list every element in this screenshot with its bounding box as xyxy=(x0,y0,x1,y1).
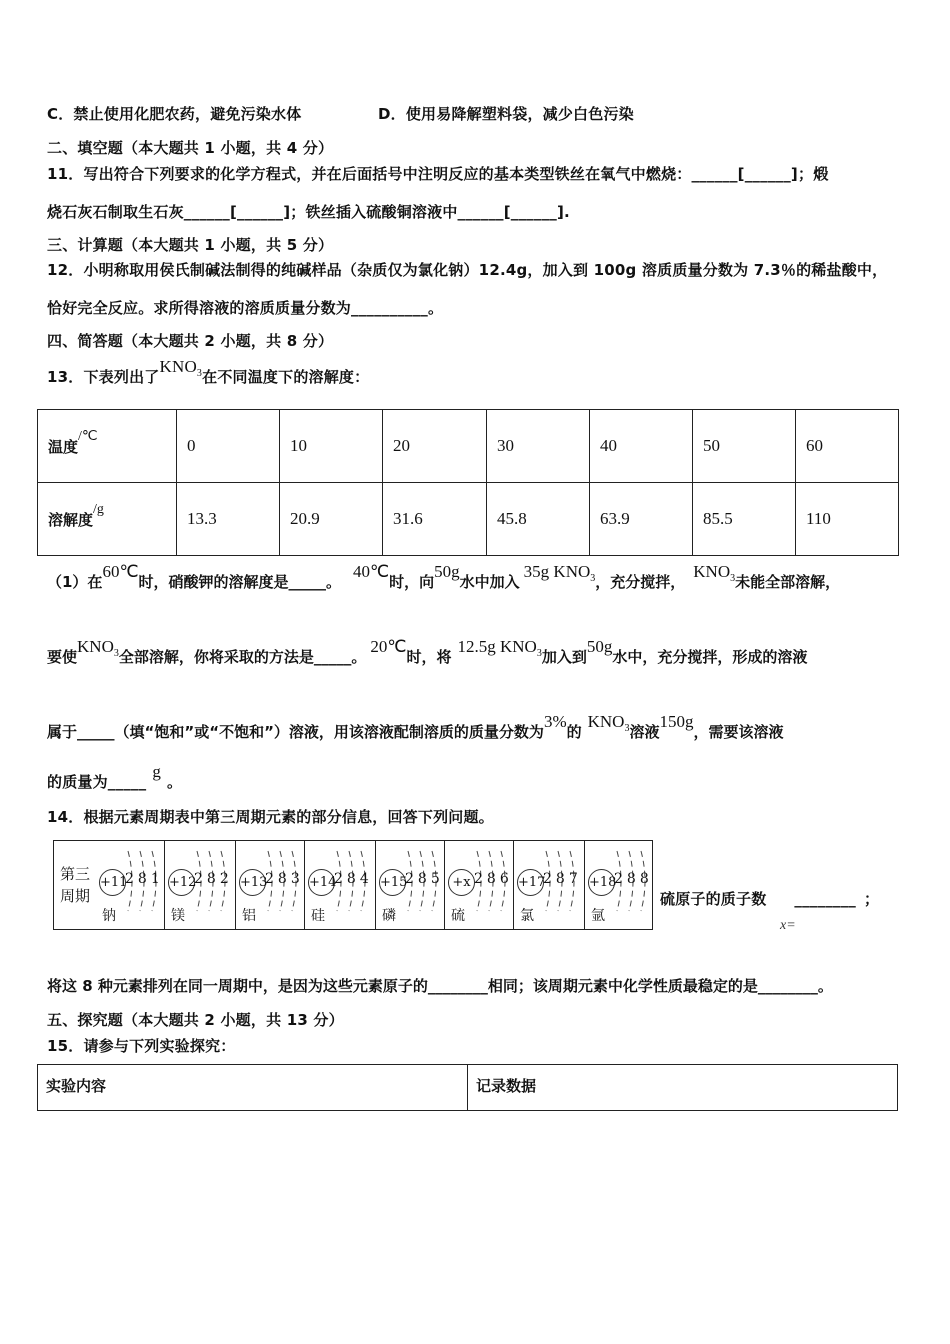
q13-part1-line2: 要使$KNO_3$全部溶解，你将采取的方法是_____。20℃时，将12.5g $KNO_3$加入到50g水中，充分搅拌，形成的溶液 xyxy=(47,637,808,666)
solubility-cell: 85.5 xyxy=(693,483,796,556)
section-2-heading: 二、填空题（本大题共 1 小题，共 4 分） xyxy=(47,139,334,157)
electron-config: 283 xyxy=(265,871,304,887)
experiment-content-header: 实验内容 xyxy=(38,1065,468,1111)
q10-option-c: C．禁止使用化肥农药，避免污染水体 xyxy=(47,105,302,123)
element-name: 氩 xyxy=(591,908,605,924)
nucleus: +11 xyxy=(99,869,126,896)
kno3-formula: $KNO_3$ xyxy=(159,357,203,379)
q14-conclusion: 将这 8 种元素排列在同一周期中，是因为这些元素原子的________相同；该周期元素中化学性质最稳定的是________。 xyxy=(47,977,833,995)
atom-cell xyxy=(513,841,584,929)
atom-cell xyxy=(235,841,304,929)
solubility-row xyxy=(38,483,899,556)
section-4-heading: 四、简答题（本大题共 2 小题，共 8 分） xyxy=(47,332,334,350)
nucleus: +x xyxy=(448,869,475,896)
q13-part1-line4: 的质量为_____g。 xyxy=(47,762,183,791)
temperature-row xyxy=(38,410,899,483)
temperature-label: 温度/℃ xyxy=(38,410,177,483)
atom-cell xyxy=(304,841,375,929)
electron-config: 287 xyxy=(543,871,582,887)
period-label: 第三 周期 xyxy=(59,865,90,905)
electron-config: 285 xyxy=(405,871,444,887)
period-3-diagram xyxy=(53,840,653,930)
q14-side-question: 硫原子的质子数 ________ ； xyxy=(660,890,880,908)
electron-config: 281 xyxy=(125,871,164,887)
q13-intro xyxy=(47,357,370,387)
q13-part1-line3: 属于_____（填“饱和”或“不饱和”）溶液，用该溶液配制溶质的质量分数为3%的$KNO_3$溶液150g，需要该溶液 xyxy=(47,712,784,741)
temp-cell: 0 xyxy=(177,410,280,483)
x-label: x= xyxy=(780,918,796,933)
atom-cell xyxy=(164,841,235,929)
q14-text: 14．根据元素周期表中第三周期元素的部分信息，回答下列问题。 xyxy=(47,808,494,826)
section-5-heading: 五、探究题（本大题共 2 小题，共 13 分） xyxy=(47,1011,344,1029)
temp-cell: 60 xyxy=(796,410,899,483)
q12-line-2: 恰好完全反应。求所得溶液的溶质质量分数为__________。 xyxy=(47,299,444,317)
element-name: 铝 xyxy=(242,908,256,924)
atom-cell xyxy=(375,841,444,929)
element-name: 硫 xyxy=(451,908,465,924)
atom-cell xyxy=(584,841,652,929)
solubility-cell: 20.9 xyxy=(280,483,383,556)
q10-option-d: D．使用易降解塑料袋，减少白色污染 xyxy=(378,105,634,123)
element-name: 硅 xyxy=(311,908,325,924)
temp-cell: 20 xyxy=(383,410,487,483)
experiment-table xyxy=(37,1064,898,1111)
q13-intro-pre: 13．下表列出了 xyxy=(47,368,160,386)
solubility-label: 溶解度/g xyxy=(38,483,177,556)
atom-cells xyxy=(96,841,652,929)
nucleus: +14 xyxy=(308,869,335,896)
electron-config: 286 xyxy=(474,871,513,887)
record-data-header: 记录数据 xyxy=(468,1065,898,1111)
solubility-table xyxy=(37,409,899,556)
section-3-heading: 三、计算题（本大题共 1 小题，共 5 分） xyxy=(47,236,334,254)
element-name: 氯 xyxy=(520,908,534,924)
q12-line-1: 12．小明称取用侯氏制碱法制得的纯碱样品（杂质仅为氯化钠）12.4g，加入到 100g 溶质质量分数为 7.3％的稀盐酸中， xyxy=(47,261,888,279)
temp-cell: 40 xyxy=(590,410,693,483)
q13-part1-line1: （1）在60℃时，硝酸钾的溶解度是_____。40℃时，向50g水中加入35g $KNO_3$，充分搅拌，$KNO_3$未能全部溶解， xyxy=(47,562,841,591)
atom-cell xyxy=(96,841,164,929)
nucleus: +15 xyxy=(379,869,406,896)
temp-cell: 30 xyxy=(487,410,590,483)
electron-config: 282 xyxy=(194,871,233,887)
electron-config: 284 xyxy=(334,871,373,887)
electron-config: 288 xyxy=(614,871,653,887)
nucleus: +13 xyxy=(239,869,266,896)
solubility-cell: 63.9 xyxy=(590,483,693,556)
element-name: 钠 xyxy=(102,908,116,924)
element-name: 镁 xyxy=(171,908,185,924)
q15-text: 15．请参与下列实验探究： xyxy=(47,1037,236,1055)
temp-cell: 10 xyxy=(280,410,383,483)
q11-line-1: 11．写出符合下列要求的化学方程式，并在后面括号中注明反应的基本类型铁丝在氧气中燃烧：______[______]；煅 xyxy=(47,165,829,183)
q11-line-2: 烧石灰石制取生石灰______[______]；铁丝插入硫酸铜溶液中______[______]. xyxy=(47,203,570,221)
solubility-cell: 45.8 xyxy=(487,483,590,556)
solubility-cell: 13.3 xyxy=(177,483,280,556)
q13-intro-post: 在不同温度下的溶解度： xyxy=(202,368,370,386)
nucleus: +12 xyxy=(168,869,195,896)
nucleus: +18 xyxy=(588,869,615,896)
solubility-cell: 31.6 xyxy=(383,483,487,556)
nucleus: +17 xyxy=(517,869,544,896)
solubility-cell: 110 xyxy=(796,483,899,556)
element-name: 磷 xyxy=(382,908,396,924)
atom-cell xyxy=(444,841,513,929)
temp-cell: 50 xyxy=(693,410,796,483)
